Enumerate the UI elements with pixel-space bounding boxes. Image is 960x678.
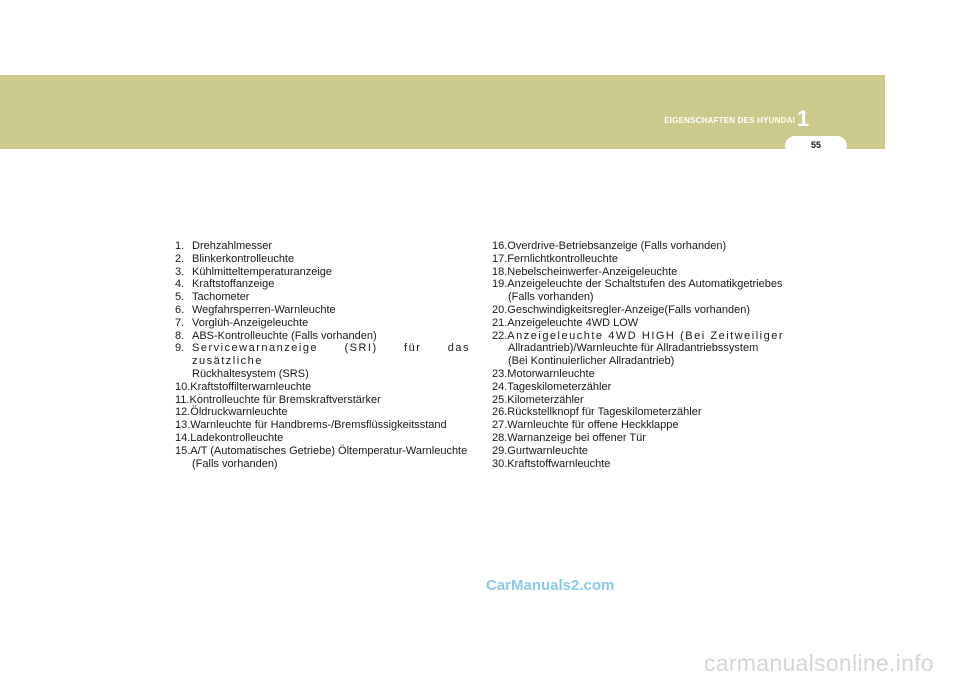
item-number: 23. bbox=[492, 367, 508, 380]
item-text: Wegfahrsperren-Warnleuchte bbox=[192, 303, 336, 316]
item-text: Ladekontrolleuchte bbox=[190, 431, 284, 444]
item-text: Kraftstoffanzeige bbox=[192, 278, 275, 291]
item-number: 12. bbox=[175, 406, 191, 419]
item-number: 19. bbox=[492, 278, 508, 291]
item-text: Tageskilometerzähler bbox=[507, 380, 612, 393]
item-text: Warnanzeige bei offener Tür bbox=[507, 431, 646, 444]
list-item bbox=[175, 406, 470, 419]
item-number: 30. bbox=[492, 457, 508, 470]
list-item bbox=[492, 304, 784, 317]
item-number: 20. bbox=[492, 303, 508, 316]
item-number: 3. bbox=[175, 265, 185, 278]
list-item bbox=[175, 266, 470, 279]
item-number: 29. bbox=[492, 444, 508, 457]
item-text: Tachometer bbox=[192, 291, 250, 304]
item-text: Kilometerzähler bbox=[507, 393, 584, 406]
item-number: 2. bbox=[175, 252, 185, 265]
item-number: 13. bbox=[175, 419, 191, 432]
item-text: Geschwindigkeitsregler-Anzeige(Falls vorhanden) bbox=[507, 303, 751, 316]
item-number: 25. bbox=[492, 393, 508, 406]
item-text: Anzeigeleuchte 4WD HIGH (Bei Zeitweiliger bbox=[507, 329, 784, 342]
item-number: 7. bbox=[175, 316, 185, 329]
item-text: Warnleuchte für offene Heckklappe bbox=[507, 419, 679, 432]
item-number: 5. bbox=[175, 291, 185, 304]
item-number: 11. bbox=[175, 393, 190, 406]
item-text-continued: (Falls vorhanden) bbox=[192, 457, 278, 470]
list-item bbox=[175, 381, 470, 394]
list-item bbox=[175, 445, 470, 458]
list-item bbox=[492, 406, 784, 419]
list-item bbox=[175, 240, 470, 253]
item-number: 15. bbox=[175, 444, 191, 457]
item-text: Anzeigeleuchte der Schaltstufen des Automatikgetriebes bbox=[507, 278, 783, 291]
list-item bbox=[492, 317, 784, 330]
list-item bbox=[492, 381, 784, 394]
item-text: Overdrive-Betriebsanzeige (Falls vorhanden) bbox=[507, 240, 727, 252]
list-item bbox=[175, 317, 470, 330]
item-text: Kraftstoffwarnleuchte bbox=[507, 457, 611, 470]
item-text: Blinkerkontrolleuchte bbox=[192, 252, 295, 265]
item-number: 26. bbox=[492, 406, 508, 419]
item-text-continued: Allradantrieb)/Warnleuchte für Allradantriebssystem bbox=[508, 342, 759, 355]
list-item bbox=[175, 394, 470, 407]
header-band bbox=[0, 75, 885, 149]
item-number: 4. bbox=[175, 278, 185, 291]
list-item bbox=[175, 291, 470, 304]
list-item bbox=[492, 368, 784, 381]
list-item bbox=[492, 240, 784, 253]
item-text-continued: (Bei Kontinuierlicher Allradantrieb) bbox=[508, 355, 675, 368]
list-item bbox=[175, 330, 470, 343]
item-text: ABS-Kontrolleuchte (Falls vorhanden) bbox=[192, 329, 377, 342]
list-item bbox=[492, 330, 784, 343]
item-number: 27. bbox=[492, 419, 508, 432]
item-text: Drehzahlmesser bbox=[192, 240, 273, 252]
item-number: 9. bbox=[175, 342, 185, 355]
legend-list-left bbox=[175, 240, 470, 470]
list-item bbox=[492, 445, 784, 458]
item-text: Vorglüh-Anzeigeleuchte bbox=[192, 316, 309, 329]
item-text: Anzeigeleuchte 4WD LOW bbox=[507, 316, 639, 329]
item-number: 6. bbox=[175, 303, 185, 316]
legend-list-right bbox=[492, 240, 784, 470]
item-text: Öldruckwarnleuchte bbox=[190, 406, 288, 419]
list-item bbox=[492, 419, 784, 432]
list-item bbox=[492, 394, 784, 407]
item-text: Servicewarnanzeige (SRI) für das zusätzliche bbox=[192, 342, 470, 368]
item-text: Motorwarnleuchte bbox=[507, 367, 595, 380]
item-number: 1. bbox=[175, 240, 185, 252]
item-text-continued: (Falls vorhanden) bbox=[508, 291, 594, 304]
list-item bbox=[175, 419, 470, 432]
item-text: Kraftstoffilterwarnleuchte bbox=[190, 380, 312, 393]
item-text: Gurtwarnleuchte bbox=[507, 444, 589, 457]
list-item bbox=[175, 432, 470, 445]
item-number: 8. bbox=[175, 329, 185, 342]
item-number: 10. bbox=[175, 380, 191, 393]
item-number: 28. bbox=[492, 431, 508, 444]
item-text: Fernlichtkontrolleuchte bbox=[507, 252, 618, 265]
footer-watermark: carmanualsonline.info bbox=[703, 650, 934, 676]
item-number: 16. bbox=[492, 240, 508, 252]
item-text: Nebelscheinwerfer-Anzeigeleuchte bbox=[507, 265, 678, 278]
list-item bbox=[175, 342, 470, 368]
chapter-number: 1 bbox=[797, 106, 810, 131]
section-title: EIGENSCHAFTEN DES HYUNDAI bbox=[664, 116, 795, 125]
list-item bbox=[492, 278, 784, 291]
item-number: 22. bbox=[492, 329, 508, 342]
item-text: Kontrolleuchte für Bremskraftverstärker bbox=[189, 393, 381, 406]
list-item bbox=[492, 458, 784, 471]
list-item bbox=[492, 266, 784, 279]
item-text-continued: Rückhaltesystem (SRS) bbox=[192, 367, 309, 380]
list-item bbox=[492, 253, 784, 266]
list-item bbox=[175, 253, 470, 266]
item-number: 14. bbox=[175, 431, 191, 444]
page-number: 55 bbox=[810, 140, 821, 150]
item-text: Kühlmitteltemperaturanzeige bbox=[192, 265, 333, 278]
item-text: Rückstellknopf für Tageskilometerzähler bbox=[507, 406, 702, 419]
item-number: 21. bbox=[492, 316, 508, 329]
list-item bbox=[175, 278, 470, 291]
list-item bbox=[492, 432, 784, 445]
list-item bbox=[175, 304, 470, 317]
item-text: Warnleuchte für Handbrems-/Bremsflüssigkeitsstand bbox=[190, 419, 447, 432]
item-number: 17. bbox=[492, 252, 508, 265]
item-number: 24. bbox=[492, 380, 508, 393]
watermark-link[interactable]: CarManuals2.com bbox=[486, 577, 615, 594]
item-text: A/T (Automatisches Getriebe) Öltemperatur-Warnleuchte bbox=[190, 444, 468, 457]
item-number: 18. bbox=[492, 265, 508, 278]
